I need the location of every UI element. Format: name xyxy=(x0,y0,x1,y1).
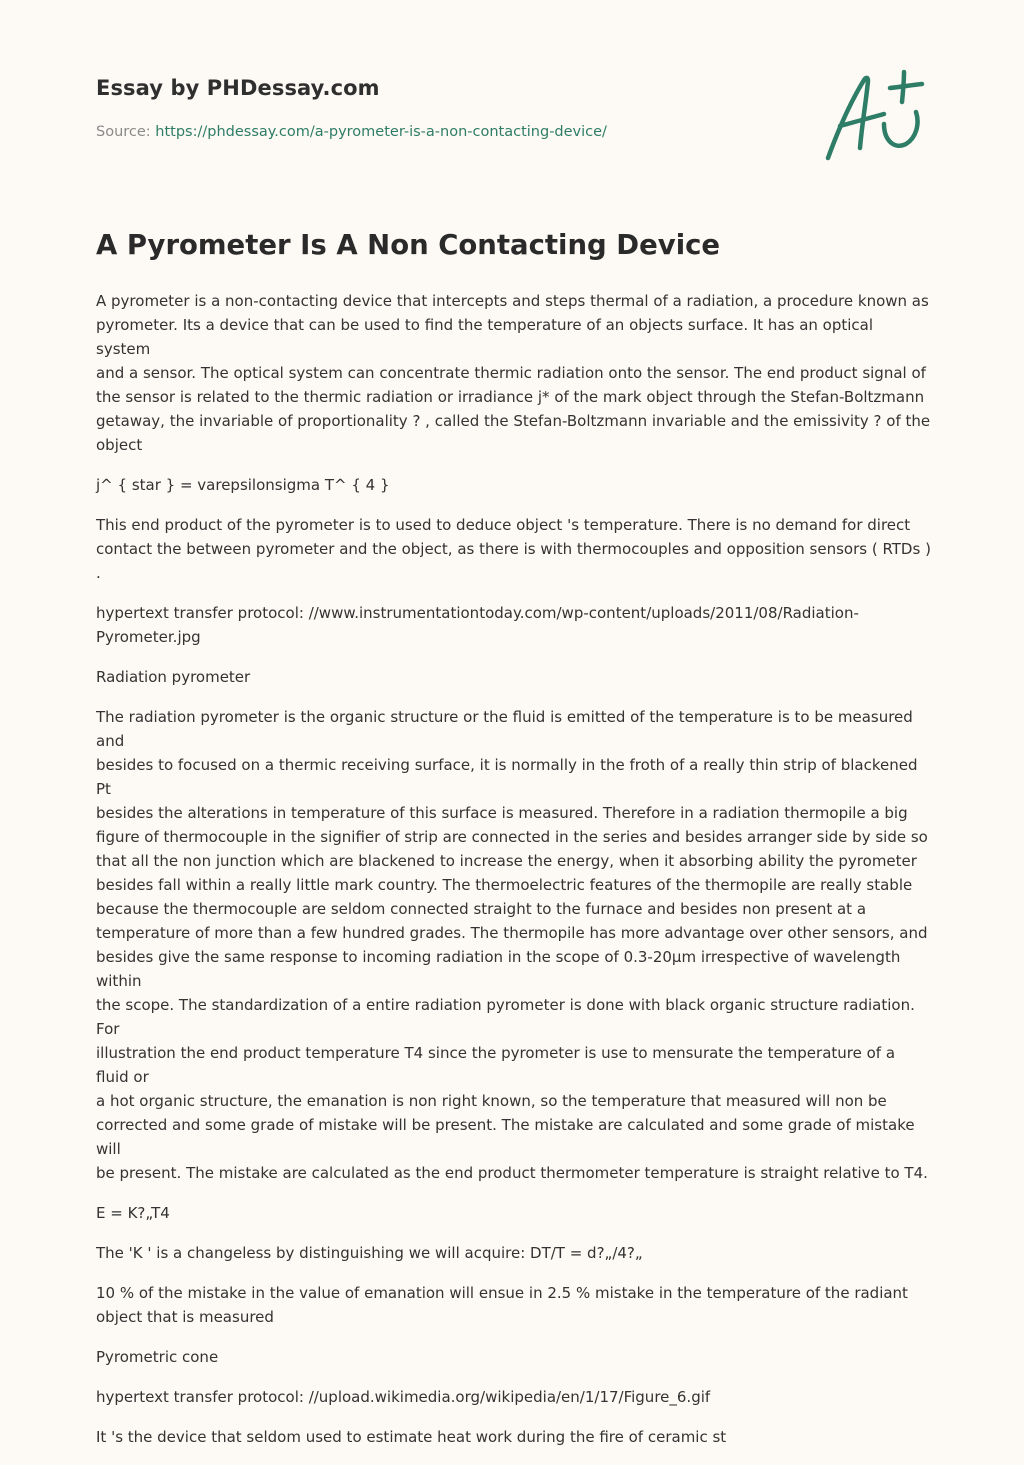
source-link[interactable]: https://phdessay.com/a-pyrometer-is-a-non-contacting-device/ xyxy=(155,124,607,140)
paragraph-subheading-radiation: Radiation pyrometer xyxy=(96,668,251,686)
paragraph-formula-e: E = K?„T4 xyxy=(96,1204,170,1222)
paragraph-image-url-1: hypertext transfer protocol: //www.instrumentationtoday.com/wp-content/uploads/2011/08/Radiation- Pyrometer.jpg xyxy=(96,604,859,646)
paragraph-formula-stefan: j^ { star } = varepsilonsigma T^ { 4 } xyxy=(96,476,390,494)
paragraph-truncated: It 's the device that seldom used to estimate heat work during the fire of ceramic st xyxy=(96,1428,727,1446)
a-plus-logo-icon xyxy=(822,66,926,166)
paragraph-radiation-body: The radiation pyrometer is the organic structure or the fluid is emitted of the temperature is to be measured and besides to focused on a thermic receiving surface, it is normally in the froth of a really thin strip of blackened Pt besides the alterations in temperature of this surface is measured. Therefore in a radiation thermopile a big figure of thermocouple in the signifier of strip are connected in the series and besides arranger side by side so that all the non junction which are blackened to increase the energy, when it absorbing ability the pyrometer besides fall within a really little mark country. The thermoelectric features of the thermopile are really stable because the thermocouple are seldom connected straight to the furnace and besides non present at a temperature of more than a few hundred grades. The thermopile has more advantage over other sensors, and besides give the same response to incoming radiation in the scope of 0.3-20µm irrespective of wavelength within the scope. The standardization of a entire radiation pyrometer is done with black organic structure radiation. For illustration the end product temperature T4 since the pyrometer is use to mensurate the temperature of a fluid or a hot organic structure, the emanation is non right known, so the temperature that measured will non be corrected and some grade of mistake will be present. The mistake are calculated and some grade of mistake will be present. The mistake are calculated as the end product thermometer temperature is straight relative to T4. xyxy=(96,708,928,1182)
page-header xyxy=(96,76,796,140)
source-line xyxy=(96,124,796,140)
article-title: A Pyrometer Is A Non Contacting Device xyxy=(96,229,721,261)
paragraph-image-url-2: hypertext transfer protocol: //upload.wikimedia.org/wikipedia/en/1/17/Figure_6.gif xyxy=(96,1388,711,1406)
paragraph-error: 10 % of the mistake in the value of emanation will ensue in 2.5 % mistake in the temperature of the radiant object that is measured xyxy=(96,1284,908,1326)
paragraph-output: This end product of the pyrometer is to used to deduce object 's temperature. There is no demand for direct contact the between pyrometer and the object, as there is with thermocouples and opposition sensors ( RTDs ) . xyxy=(96,516,931,582)
article xyxy=(96,226,932,1465)
paragraph-subheading-cone: Pyrometric cone xyxy=(96,1348,219,1366)
source-label: Source: xyxy=(96,124,156,140)
paragraph-intro: A pyrometer is a non-contacting device that intercepts and steps thermal of a radiation, a procedure known as pyrometer. Its a device that can be used to find the temperature of an objects surface. It has an optical system and a sensor. The optical system can concentrate thermic radiation onto the sensor. The end product signal of the sensor is related to the thermic radiation or irradiance j* of the mark object through the Stefan-Boltzmann getaway, the invariable of proportionality ? , called the Stefan-Boltzmann invariable and the emissivity ? of the object xyxy=(96,292,931,454)
site-title: Essay by PHDessay.com xyxy=(96,76,380,100)
paragraph-constant-k: The 'K ' is a changeless by distinguishing we will acquire: DT/T = d?„/4?„ xyxy=(96,1244,643,1262)
